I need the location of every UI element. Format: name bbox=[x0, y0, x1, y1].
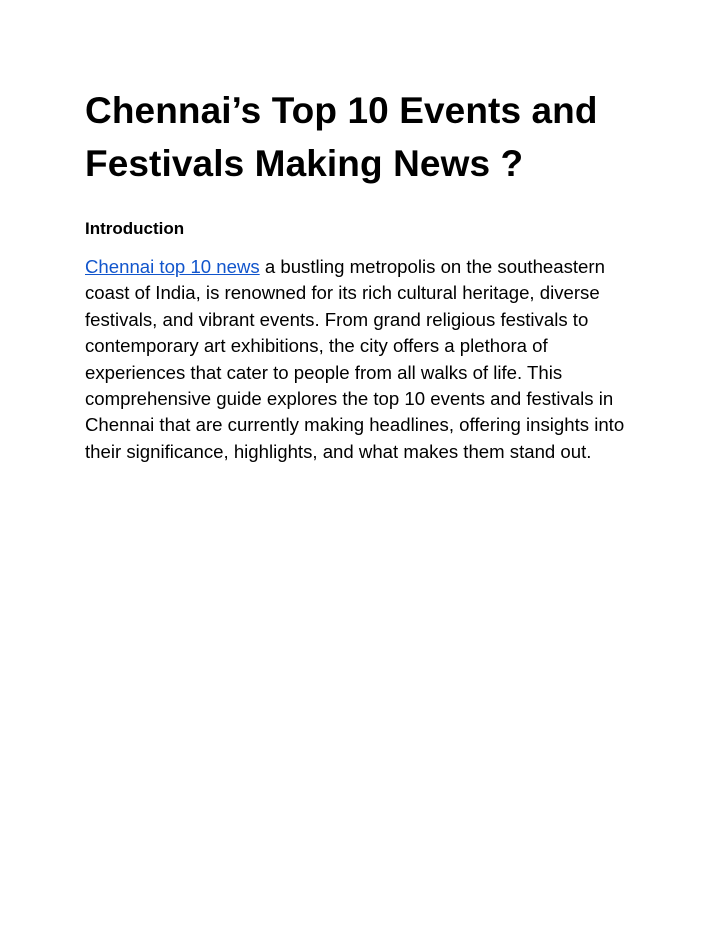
intro-paragraph-text: a bustling metropolis on the southeastern coast of India, is renowned for its rich cultural heritage, diverse festivals, and vibrant events. From grand religious festivals to contemporary art exhibitions, the city offers a plethora of experiences that cater to people from all walks of life. This comprehensive guide explores the top 10 events and festivals in Chennai that are currently making headlines, offering insights into their significance, highlights, and what makes them stand out. bbox=[85, 256, 625, 462]
section-heading-introduction: Introduction bbox=[85, 219, 185, 238]
chennai-top-10-news-link[interactable]: Chennai top 10 news bbox=[85, 256, 260, 277]
document-title: Chennai’s Top 10 Events and Festivals Making News ? bbox=[85, 90, 598, 184]
intro-paragraph bbox=[85, 254, 625, 465]
document-page bbox=[85, 84, 645, 465]
